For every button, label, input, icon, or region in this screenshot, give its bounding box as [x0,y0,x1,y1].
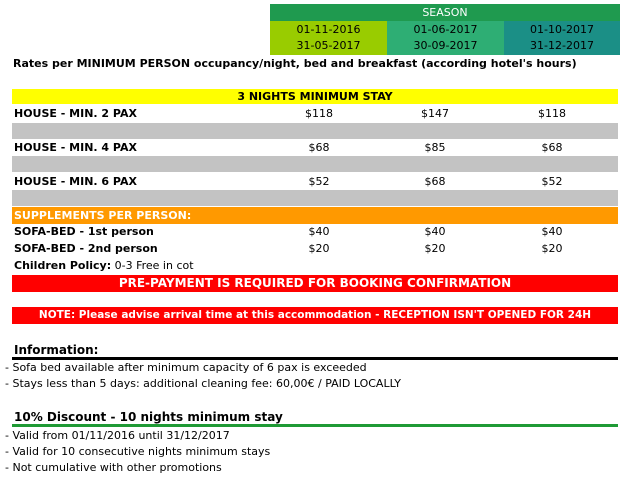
supplement-row-2 [14,241,618,257]
min-stay-banner: 3 NIGHTS MINIMUM STAY [12,89,618,104]
house-label: HOUSE - MIN. 2 PAX [14,107,137,120]
discount-divider [12,424,618,427]
house-row-6pax [14,174,618,190]
discount-item: - Not cumulative with other promotions [5,461,222,474]
discount-title: 10% Discount - 10 nights minimum stay [14,410,283,424]
rate-value: $118 [538,107,566,120]
arrival-note-banner: NOTE: Please advise arrival time at this accommodation - RECEPTION ISN'T OPENED FOR 24H [12,307,618,324]
season-period-1 [270,21,387,55]
season-period-2-to: 30-09-2017 [413,39,478,52]
supplement-label: SOFA-BED - 2nd person [14,242,158,255]
information-item: - Sofa bed available after minimum capacity of 6 pax is exceeded [5,361,367,374]
discount-item: - Valid from 01/11/2016 until 31/12/2017 [5,429,230,442]
separator-bar [12,156,618,172]
children-policy [14,258,618,274]
rate-value: $68 [541,141,563,154]
rate-value: $52 [541,175,563,188]
rate-value: $52 [308,175,330,188]
house-row-2pax [14,106,618,122]
supplement-value: $40 [541,225,563,238]
discount-item: - Valid for 10 consecutive nights minimum stays [5,445,271,458]
information-title: Information: [14,343,99,357]
rates-header: Rates per MINIMUM PERSON occupancy/night, bed and breakfast (according hotel's hours) [13,57,577,70]
rate-value: $68 [424,175,446,188]
information-item: - Stays less than 5 days: additional cleaning fee: 60,00€ / PAID LOCALLY [5,377,401,390]
supplement-value: $40 [424,225,446,238]
supplement-value: $40 [308,225,330,238]
rate-value: $147 [421,107,449,120]
prepayment-banner: PRE-PAYMENT IS REQUIRED FOR BOOKING CONFIRMATION [12,275,618,292]
separator-bar [12,190,618,206]
house-label: HOUSE - MIN. 6 PAX [14,175,137,188]
season-period-2-from: 01-06-2017 [413,23,478,36]
information-divider [12,357,618,360]
season-period-3 [504,21,620,55]
house-label: HOUSE - MIN. 4 PAX [14,141,137,154]
season-period-3-to: 31-12-2017 [530,39,594,52]
supplements-header: SUPPLEMENTS PER PERSON: [12,207,618,224]
house-row-4pax [14,140,618,156]
supplement-value: $20 [541,242,563,255]
rate-value: $85 [424,141,446,154]
supplement-row-1 [14,224,618,240]
supplement-label: SOFA-BED - 1st person [14,225,154,238]
rate-value: $118 [305,107,333,120]
season-period-1-from: 01-11-2016 [296,23,361,36]
season-period-1-to: 31-05-2017 [296,39,361,52]
season-period-3-from: 01-10-2017 [530,23,594,36]
rate-value: $68 [308,141,330,154]
supplement-value: $20 [424,242,446,255]
season-period-2 [387,21,504,55]
season-header: SEASON [270,4,620,21]
separator-bar [12,123,618,139]
children-policy-text: 0-3 Free in cot [111,259,194,272]
children-policy-label: Children Policy: [14,259,112,272]
supplement-value: $20 [308,242,330,255]
